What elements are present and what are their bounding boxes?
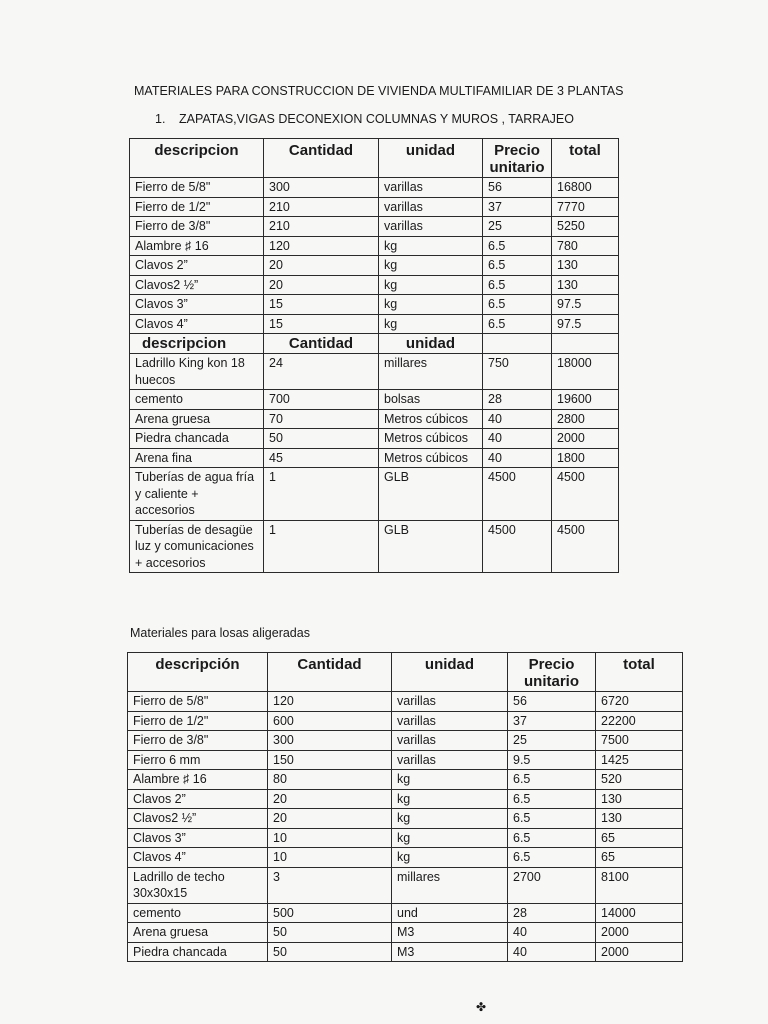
cell-descripcion: Fierro de 3/8": [128, 731, 268, 751]
cell-unidad: kg: [379, 314, 483, 334]
cell-precio: 750: [483, 354, 552, 390]
table-row: [128, 692, 683, 712]
cell-precio: 40: [483, 448, 552, 468]
table-row: [128, 923, 683, 943]
subheader-empty: [483, 334, 552, 354]
cell-unidad: kg: [392, 828, 508, 848]
cell-cantidad: 300: [264, 178, 379, 198]
cell-precio: 56: [483, 178, 552, 198]
subheader-descripcion: descripcion: [130, 334, 264, 354]
header-total: total: [596, 653, 683, 692]
cell-total: 130: [596, 809, 683, 829]
table-1-body-a: [130, 178, 619, 334]
subheader-cantidad: Cantidad: [264, 334, 379, 354]
cell-total: 2000: [552, 429, 619, 449]
cell-descripcion: Fierro de 5/8": [128, 692, 268, 712]
table-row: [128, 809, 683, 829]
cell-total: 8100: [596, 867, 683, 903]
cell-descripcion: Clavos 4”: [128, 848, 268, 868]
cell-unidad: varillas: [392, 731, 508, 751]
cell-cantidad: 700: [264, 390, 379, 410]
header-unidad: unidad: [392, 653, 508, 692]
cell-descripcion: Fierro de 1/2": [128, 711, 268, 731]
cell-total: 4500: [552, 468, 619, 521]
table-2-header-row: [128, 653, 683, 692]
cell-unidad: kg: [392, 770, 508, 790]
cell-descripcion: Alambre ♯ 16: [130, 236, 264, 256]
cell-total: 65: [596, 848, 683, 868]
cell-total: 4500: [552, 520, 619, 573]
cell-unidad: M3: [392, 942, 508, 962]
cell-total: 5250: [552, 217, 619, 237]
document-title: MATERIALES PARA CONSTRUCCION DE VIVIENDA MULTIFAMILIAR DE 3 PLANTAS: [134, 84, 624, 98]
cell-cantidad: 45: [264, 448, 379, 468]
cell-precio: 6.5: [483, 275, 552, 295]
cell-total: 19600: [552, 390, 619, 410]
table-row: [130, 236, 619, 256]
cell-cantidad: 120: [268, 692, 392, 712]
cell-cantidad: 150: [268, 750, 392, 770]
cell-precio: 40: [508, 942, 596, 962]
cell-total: 14000: [596, 903, 683, 923]
cell-cantidad: 20: [268, 789, 392, 809]
cell-precio: 6.5: [483, 236, 552, 256]
cell-cantidad: 500: [268, 903, 392, 923]
cell-unidad: kg: [379, 295, 483, 315]
cell-cantidad: 70: [264, 409, 379, 429]
materials-table-2: [127, 652, 683, 962]
cell-unidad: varillas: [392, 692, 508, 712]
cell-total: 97.5: [552, 295, 619, 315]
cell-total: 1800: [552, 448, 619, 468]
table-row: [130, 354, 619, 390]
table-1-header-row: [130, 139, 619, 178]
cell-total: 2800: [552, 409, 619, 429]
cell-total: 6720: [596, 692, 683, 712]
table-row: [128, 828, 683, 848]
cell-total: 130: [596, 789, 683, 809]
cell-precio: 6.5: [483, 314, 552, 334]
cell-descripcion: cemento: [130, 390, 264, 410]
cell-total: 7770: [552, 197, 619, 217]
cell-precio: 40: [483, 409, 552, 429]
cell-precio: 37: [508, 711, 596, 731]
cell-total: 520: [596, 770, 683, 790]
cell-total: 16800: [552, 178, 619, 198]
table-row: [128, 750, 683, 770]
cell-total: 7500: [596, 731, 683, 751]
section-1-number: 1.: [155, 112, 166, 126]
table-row: [128, 942, 683, 962]
cell-cantidad: 210: [264, 197, 379, 217]
cell-precio: 2700: [508, 867, 596, 903]
cell-descripcion: Arena gruesa: [130, 409, 264, 429]
cell-unidad: varillas: [379, 197, 483, 217]
table-row: [130, 409, 619, 429]
cell-cantidad: 50: [264, 429, 379, 449]
cell-precio: 40: [483, 429, 552, 449]
cell-cantidad: 50: [268, 923, 392, 943]
cell-cantidad: 10: [268, 848, 392, 868]
cell-cantidad: 15: [264, 314, 379, 334]
cell-total: 97.5: [552, 314, 619, 334]
cell-unidad: kg: [379, 275, 483, 295]
cell-descripcion: Clavos 3”: [128, 828, 268, 848]
cell-precio: 28: [508, 903, 596, 923]
subheader-empty: [552, 334, 619, 354]
table-row: [130, 256, 619, 276]
table-row: [130, 390, 619, 410]
cell-cantidad: 20: [264, 275, 379, 295]
cell-unidad: kg: [392, 789, 508, 809]
cell-unidad: varillas: [392, 711, 508, 731]
header-descripcion: descripcion: [130, 139, 264, 178]
cell-unidad: millares: [392, 867, 508, 903]
cell-precio: 6.5: [508, 789, 596, 809]
cell-cantidad: 10: [268, 828, 392, 848]
cell-cantidad: 20: [264, 256, 379, 276]
cell-precio: 25: [483, 217, 552, 237]
cell-descripcion: Ladrillo de techo 30x30x15: [128, 867, 268, 903]
table-row: [130, 217, 619, 237]
table-row: [128, 903, 683, 923]
table-row: [128, 711, 683, 731]
table-2-body: [128, 692, 683, 962]
cell-precio: 40: [508, 923, 596, 943]
cell-unidad: varillas: [379, 217, 483, 237]
cell-total: 130: [552, 256, 619, 276]
cell-precio: 4500: [483, 468, 552, 521]
section-1-text: ZAPATAS,VIGAS DECONEXION COLUMNAS Y MUROS , TARRAJEO: [179, 112, 574, 126]
cell-cantidad: 210: [264, 217, 379, 237]
section-1-heading: [155, 112, 574, 126]
table-1-body-b: [130, 354, 619, 573]
cell-descripcion: Tuberías de desagüe luz y comunicaciones + accesorios: [130, 520, 264, 573]
section-2-heading: Materiales para losas aligeradas: [130, 626, 310, 640]
cell-unidad: GLB: [379, 520, 483, 573]
cell-cantidad: 600: [268, 711, 392, 731]
cell-total: 780: [552, 236, 619, 256]
table-row: [130, 468, 619, 521]
cell-precio: 6.5: [508, 848, 596, 868]
cell-unidad: varillas: [392, 750, 508, 770]
header-unidad: unidad: [379, 139, 483, 178]
table-row: [128, 731, 683, 751]
cell-precio: 28: [483, 390, 552, 410]
table-row: [130, 520, 619, 573]
cell-precio: 6.5: [483, 295, 552, 315]
header-descripcion: descripción: [128, 653, 268, 692]
table-row: [130, 295, 619, 315]
cell-unidad: kg: [379, 236, 483, 256]
cell-unidad: kg: [392, 809, 508, 829]
cell-descripcion: Clavos2 ½”: [128, 809, 268, 829]
cell-cantidad: 24: [264, 354, 379, 390]
table-row: [130, 314, 619, 334]
cell-cantidad: 1: [264, 468, 379, 521]
cell-unidad: kg: [392, 848, 508, 868]
cell-descripcion: Arena gruesa: [128, 923, 268, 943]
table-1-subheader-row: [130, 334, 619, 354]
cell-precio: 6.5: [508, 770, 596, 790]
table-row: [130, 275, 619, 295]
cell-unidad: M3: [392, 923, 508, 943]
table-row: [128, 770, 683, 790]
cell-unidad: GLB: [379, 468, 483, 521]
cell-descripcion: Alambre ♯ 16: [128, 770, 268, 790]
cell-descripcion: Fierro de 1/2": [130, 197, 264, 217]
table-row: [130, 429, 619, 449]
cell-descripcion: Fierro de 5/8": [130, 178, 264, 198]
header-total: total: [552, 139, 619, 178]
cell-precio: 6.5: [508, 828, 596, 848]
cell-cantidad: 20: [268, 809, 392, 829]
header-precio-unitario: Precio unitario: [508, 653, 596, 692]
cell-unidad: millares: [379, 354, 483, 390]
cell-unidad: Metros cúbicos: [379, 409, 483, 429]
cell-descripcion: Clavos 3”: [130, 295, 264, 315]
cell-total: 22200: [596, 711, 683, 731]
cell-total: 1425: [596, 750, 683, 770]
cell-unidad: Metros cúbicos: [379, 429, 483, 449]
cell-cantidad: 80: [268, 770, 392, 790]
cell-descripcion: Clavos 4”: [130, 314, 264, 334]
cell-unidad: und: [392, 903, 508, 923]
cell-descripcion: Piedra chancada: [128, 942, 268, 962]
cell-precio: 25: [508, 731, 596, 751]
table-row: [130, 448, 619, 468]
cell-cantidad: 1: [264, 520, 379, 573]
materials-table-1: [129, 138, 619, 573]
cell-precio: 4500: [483, 520, 552, 573]
cell-total: 65: [596, 828, 683, 848]
cell-cantidad: 120: [264, 236, 379, 256]
cell-descripcion: Clavos 2”: [130, 256, 264, 276]
cell-unidad: bolsas: [379, 390, 483, 410]
cell-cantidad: 15: [264, 295, 379, 315]
cell-total: 18000: [552, 354, 619, 390]
cell-precio: 6.5: [508, 809, 596, 829]
cell-descripcion: Clavos 2”: [128, 789, 268, 809]
header-cantidad: Cantidad: [268, 653, 392, 692]
cell-cantidad: 3: [268, 867, 392, 903]
table-row: [128, 789, 683, 809]
cell-descripcion: Piedra chancada: [130, 429, 264, 449]
table-row: [128, 867, 683, 903]
table-row: [128, 848, 683, 868]
cell-descripcion: Fierro 6 mm: [128, 750, 268, 770]
table-row: [130, 178, 619, 198]
cell-descripcion: cemento: [128, 903, 268, 923]
cell-total: 2000: [596, 942, 683, 962]
cell-total: 130: [552, 275, 619, 295]
cell-precio: 37: [483, 197, 552, 217]
cell-descripcion: Tuberías de agua fría y caliente + accesorios: [130, 468, 264, 521]
cell-descripcion: Ladrillo King kon 18 huecos: [130, 354, 264, 390]
table-row: [130, 197, 619, 217]
cell-precio: 9.5: [508, 750, 596, 770]
cell-unidad: varillas: [379, 178, 483, 198]
cell-total: 2000: [596, 923, 683, 943]
cell-cantidad: 50: [268, 942, 392, 962]
cell-descripcion: Arena fina: [130, 448, 264, 468]
subheader-unidad: unidad: [379, 334, 483, 354]
cell-precio: 6.5: [483, 256, 552, 276]
cell-precio: 56: [508, 692, 596, 712]
cell-unidad: Metros cúbicos: [379, 448, 483, 468]
footer-mark: ✤: [476, 1000, 487, 1014]
cell-cantidad: 300: [268, 731, 392, 751]
cell-descripcion: Fierro de 3/8": [130, 217, 264, 237]
cell-unidad: kg: [379, 256, 483, 276]
header-cantidad: Cantidad: [264, 139, 379, 178]
cell-descripcion: Clavos2 ½”: [130, 275, 264, 295]
header-precio-unitario: Precio unitario: [483, 139, 552, 178]
